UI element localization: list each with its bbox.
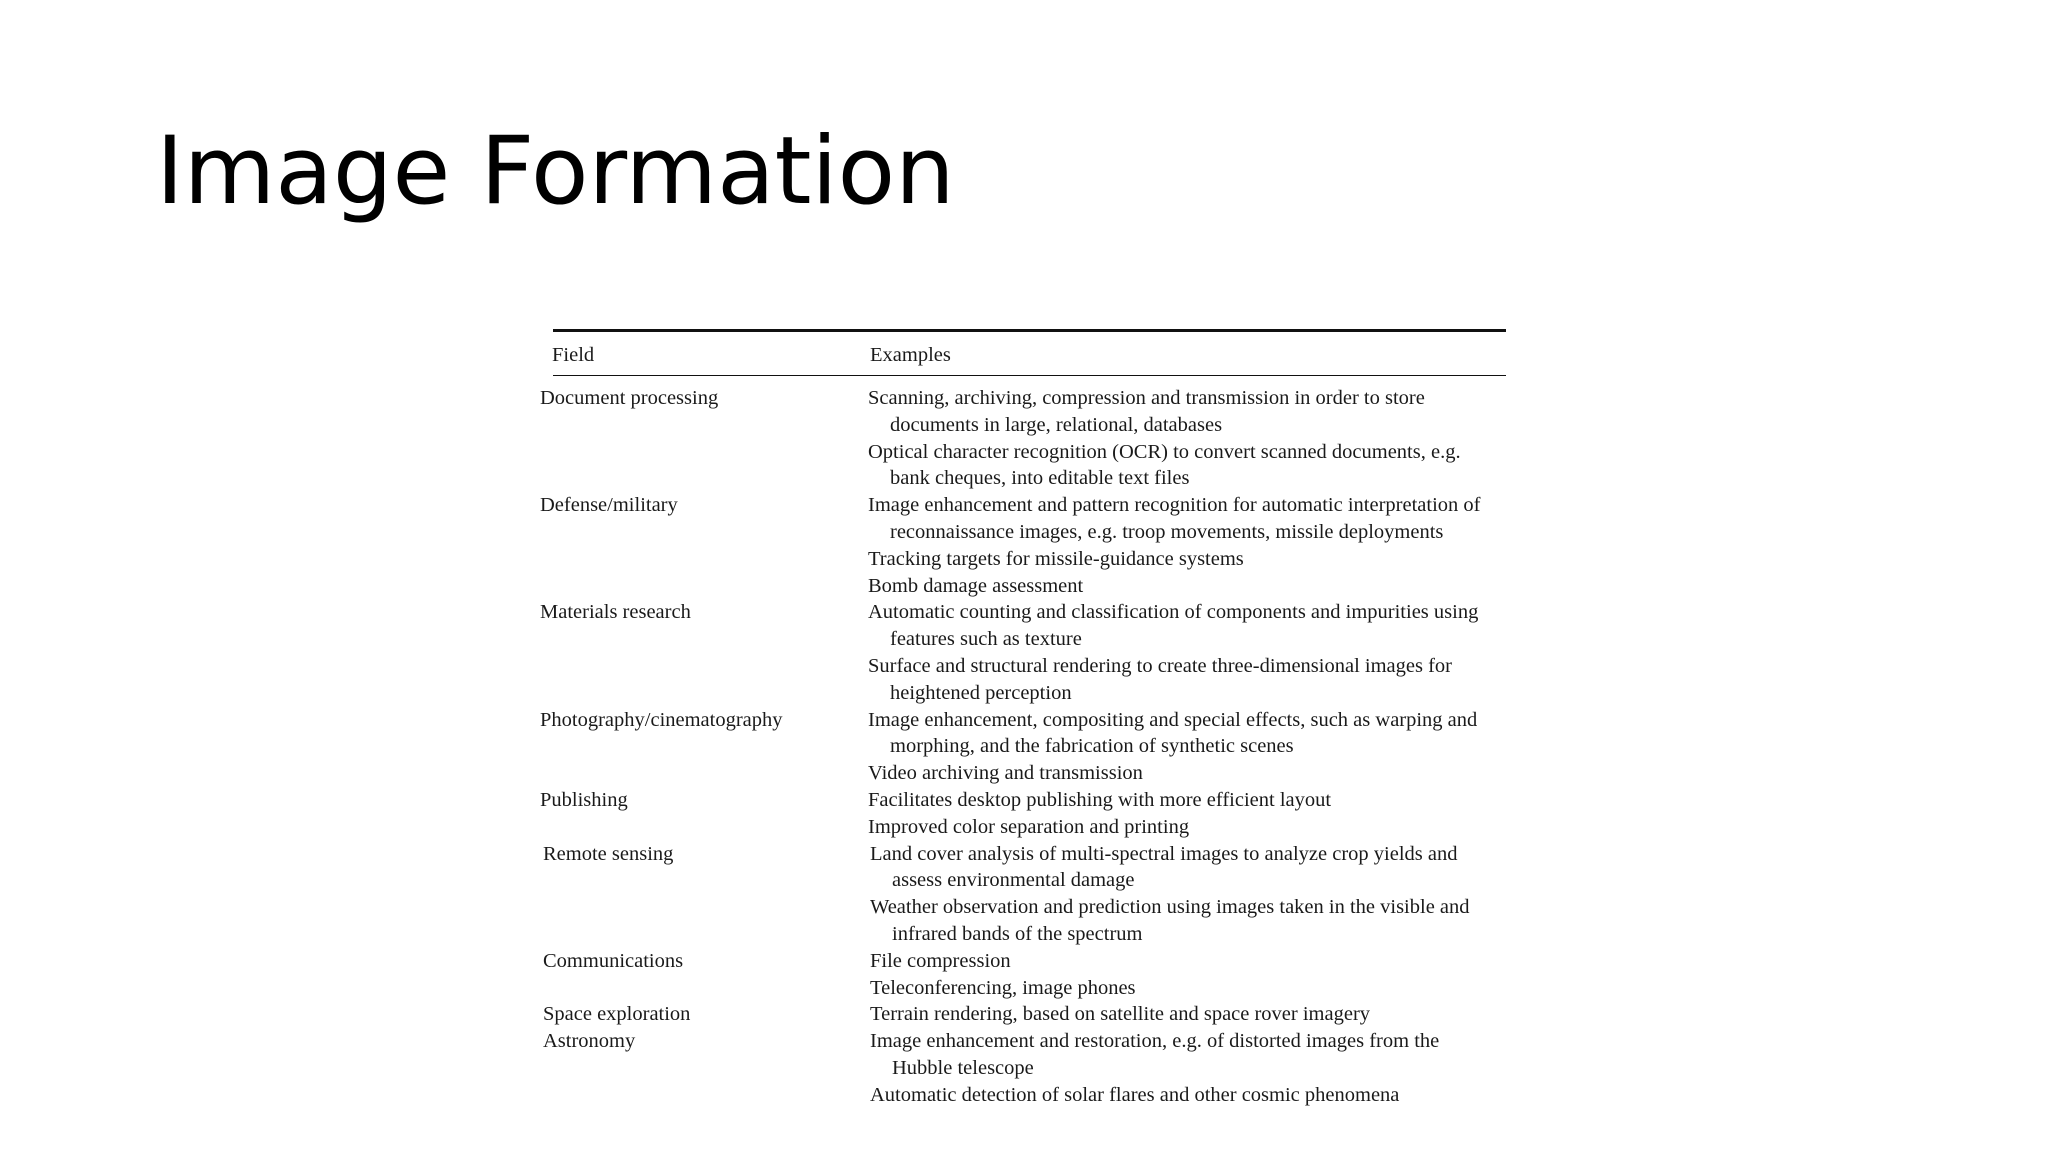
example-line: Improved color separation and printing (868, 815, 1190, 838)
field-name-cell: Defense/military (540, 494, 678, 517)
field-name-cell: Remote sensing (543, 842, 674, 865)
field-name-cell: Document processing (540, 387, 719, 409)
example-line: File compression (870, 949, 1011, 972)
example-item (868, 439, 1520, 493)
example-item (870, 894, 1520, 948)
table-row (540, 599, 1520, 706)
field-name-cell: Publishing (540, 788, 628, 811)
table-row (540, 1028, 1520, 1108)
slide-title: Image Formation (156, 117, 955, 226)
examples-cell (868, 385, 1520, 492)
example-item (868, 385, 1520, 439)
example-line: Video archiving and transmission (868, 762, 1143, 785)
example-item (868, 707, 1520, 761)
example-item (870, 975, 1520, 1002)
example-item (870, 841, 1520, 895)
table-row (540, 1001, 1520, 1028)
example-item (868, 787, 1520, 814)
table-row (540, 492, 1520, 599)
examples-cell (868, 841, 1520, 948)
example-line: Tracking targets for missile-guidance systems (868, 547, 1244, 570)
example-item (870, 1028, 1520, 1082)
example-line-continuation: bank cheques, into editable text files (890, 467, 1190, 490)
example-line: Scanning, archiving, compression and transmission in order to store (868, 387, 1425, 409)
example-line-continuation: features such as texture (890, 628, 1082, 651)
table-row (540, 707, 1520, 787)
column-header-examples: Examples (870, 344, 951, 366)
examples-cell (868, 787, 1520, 841)
example-line: Image enhancement and pattern recognition for automatic interpretation of (868, 494, 1481, 517)
field-name-cell: Communications (543, 949, 684, 972)
example-item (868, 760, 1520, 787)
table-row (540, 841, 1520, 948)
example-line: Automatic detection of solar flares and other cosmic phenomena (870, 1083, 1400, 1106)
example-item (868, 573, 1520, 600)
example-item (870, 1001, 1520, 1028)
example-line: Land cover analysis of multi-spectral images to analyze crop yields and (870, 842, 1458, 865)
example-item (868, 814, 1520, 841)
table-top-rule (553, 329, 1506, 332)
example-item (868, 599, 1520, 653)
example-line: Optical character recognition (OCR) to convert scanned documents, e.g. (868, 440, 1461, 463)
example-item (868, 546, 1520, 573)
examples-cell (868, 707, 1520, 787)
example-line-continuation: infrared bands of the spectrum (892, 922, 1143, 945)
table-row (540, 787, 1520, 841)
example-item (868, 492, 1520, 546)
field-name-cell: Photography/cinematography (540, 708, 783, 731)
table-header-rule (553, 375, 1506, 376)
example-line-continuation: assess environmental damage (892, 869, 1135, 892)
table-row (540, 385, 1520, 492)
example-item (870, 1082, 1520, 1109)
examples-cell (868, 948, 1520, 1002)
example-line-continuation: heightened perception (890, 681, 1072, 704)
field-name-cell: Materials research (540, 601, 691, 624)
example-line: Facilitates desktop publishing with more efficient layout (868, 788, 1332, 811)
examples-cell (868, 599, 1520, 706)
example-line-continuation: Hubble telescope (892, 1056, 1034, 1079)
example-line-continuation: documents in large, relational, databases (890, 413, 1223, 436)
example-line: Surface and structural rendering to create three-dimensional images for (868, 654, 1452, 677)
example-item (868, 653, 1520, 707)
column-header-field: Field (552, 344, 595, 366)
table-row (540, 948, 1520, 1002)
example-line: Teleconferencing, image phones (870, 976, 1136, 999)
example-line: Image enhancement, compositing and special effects, such as warping and (868, 708, 1478, 731)
examples-cell (868, 1028, 1520, 1108)
field-name-cell: Astronomy (543, 1030, 636, 1053)
table-header-row (540, 342, 1520, 369)
example-line: Bomb damage assessment (868, 574, 1084, 597)
field-name-cell: Space exploration (543, 1003, 691, 1026)
table-body (540, 385, 1520, 1109)
example-line: Image enhancement and restoration, e.g. of distorted images from the (870, 1030, 1440, 1053)
example-item (870, 948, 1520, 975)
examples-cell (868, 492, 1520, 599)
example-line: Automatic counting and classification of components and impurities using (868, 601, 1479, 624)
example-line: Weather observation and prediction using images taken in the visible and (870, 896, 1470, 919)
example-line: Terrain rendering, based on satellite and space rover imagery (870, 1003, 1371, 1026)
example-line-continuation: morphing, and the fabrication of synthetic scenes (890, 735, 1294, 758)
examples-cell (868, 1001, 1520, 1028)
example-line-continuation: reconnaissance images, e.g. troop movements, missile deployments (890, 520, 1444, 543)
